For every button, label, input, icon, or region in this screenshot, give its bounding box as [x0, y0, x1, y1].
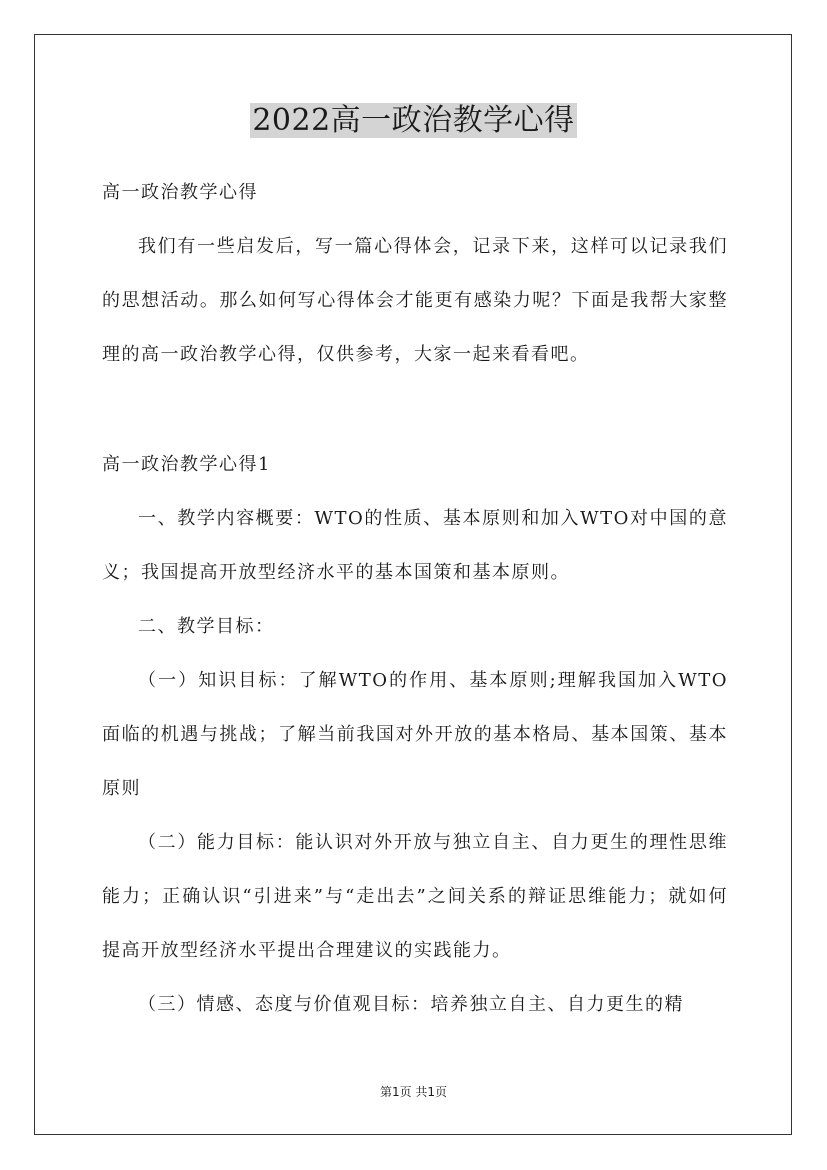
document-title-text: 2022高一政治教学心得	[252, 103, 575, 138]
paragraph-attitude-goals: （三）情感、态度与价值观目标：培养独立自主、自力更生的精	[138, 994, 684, 1015]
page-footer: 第1页 共1页	[379, 1085, 448, 1099]
document-title	[0, 101, 827, 141]
paragraph-ability-goals: （二）能力目标：能认识对外开放与独立自主、自力更生的理性思维能力；正确认识“引进来”与“走出去”之间关系的辩证思维能力；就如何提高开放型经济水平提出合理建议的实践能力。	[102, 832, 728, 961]
section-heading: 高一政治教学心得1	[102, 454, 271, 475]
paragraph-teaching-goals: 二、教学目标：	[138, 616, 275, 637]
paragraph-content-summary: 一、教学内容概要：WTO的性质、基本原则和加入WTO对中国的意义；我国提高开放型经济水平的基本国策和基本原则。	[102, 508, 728, 583]
intro-paragraph: 我们有一些启发后，写一篇心得体会，记录下来，这样可以记录我们的思想活动。那么如何写心得体会才能更有感染力呢？下面是我帮大家整理的高一政治教学心得，仅供参考，大家一起来看看吧。	[102, 236, 728, 365]
paragraph-knowledge-goals: （一）知识目标：了解WTO的作用、基本原则;理解我国加入WTO面临的机遇与挑战；了解当前我国对外开放的基本格局、基本国策、基本原则	[102, 670, 728, 799]
document-subtitle: 高一政治教学心得	[102, 182, 258, 203]
